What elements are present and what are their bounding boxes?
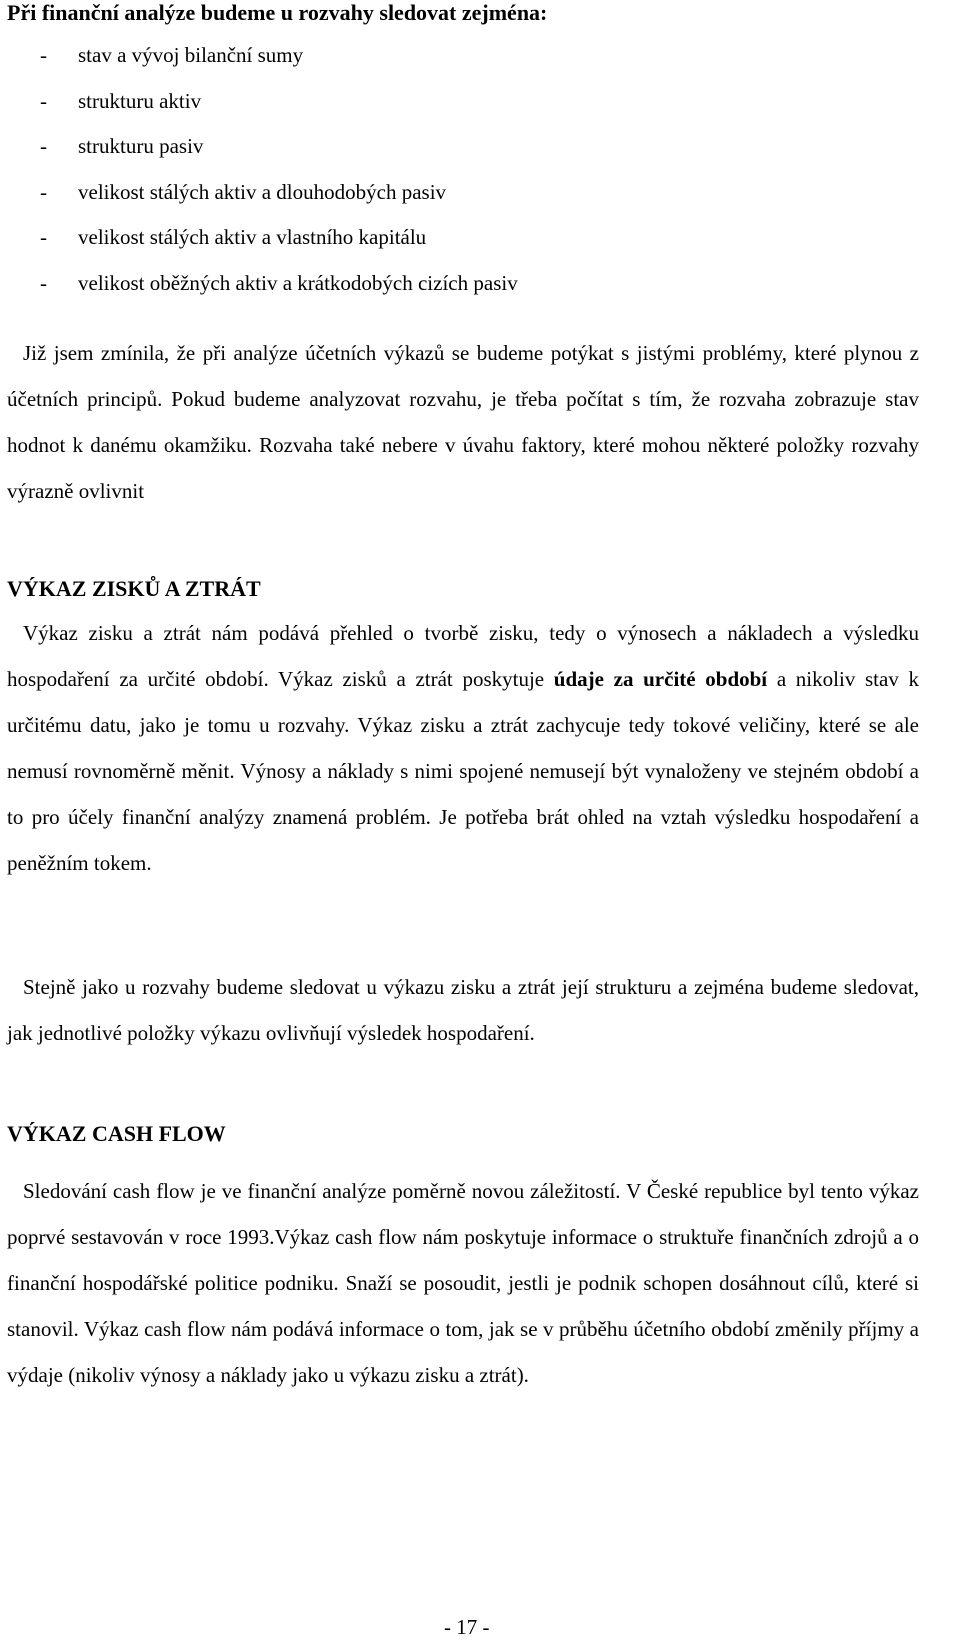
balance-sheet-limitations-paragraph: Již jsem zmínila, že při analýze účetních výkazů se budeme potýkat s jistými problémy, které plynou z účetních principů. Pokud budeme analyzovat rozvahu, je třeba počítat s tím, že rozvaha zobrazuje stav hodnot k danému okamžiku. Rozvaha také nebere v úvahu faktory, které mohou některé položky rozvahy výrazně ovlivnit xyxy=(7,341,919,503)
list-marker: - xyxy=(40,225,47,249)
list-item xyxy=(7,224,518,270)
list-marker: - xyxy=(40,88,47,113)
list-item xyxy=(7,88,518,134)
list-marker: - xyxy=(40,134,47,158)
income-statement-text-end: a nikoliv stav k určitému datu, jako je tomu u rozvahy. Výkaz zisku a ztrát zachycuje tedy tokové veličiny, které se ale nemusí rovnoměrně měnit. Výnosy a náklady s nimi spojené nemusejí být vynaloženy ve stejném období a to pro účely finanční analýzy znamená problém. Je potřeba brát ohled na vztah výsledku hospodaření a peněžním tokem. xyxy=(7,667,919,875)
list-item xyxy=(7,133,518,179)
section-heading-income-statement: VÝKAZ ZISKŮ A ZTRÁT xyxy=(7,576,261,601)
page-number: - 17 - xyxy=(444,1615,490,1639)
list-item xyxy=(7,270,518,316)
income-statement-emphasis: údaje za určité období xyxy=(553,667,768,691)
list-item xyxy=(7,179,518,225)
list-item-text: strukturu pasiv xyxy=(78,134,204,158)
list-item xyxy=(7,42,518,88)
list-item-text: stav a vývoj bilanční sumy xyxy=(78,43,304,67)
section-heading-cash-flow: VÝKAZ CASH FLOW xyxy=(7,1121,226,1146)
income-statement-structure-paragraph: Stejně jako u rozvahy budeme sledovat u výkazu zisku a ztrát její strukturu a zejména budeme sledovat, jak jednotlivé položky výkazu ovlivňují výsledek hospodaření. xyxy=(7,975,919,1045)
list-marker: - xyxy=(40,179,47,204)
list-item-text: strukturu aktiv xyxy=(78,88,202,113)
list-item-text: velikost oběžných aktiv a krátkodobých cizích pasiv xyxy=(78,270,518,295)
balance-sheet-criteria-list xyxy=(7,42,518,315)
cash-flow-paragraph: Sledování cash flow je ve finanční analýze poměrně novou záležitostí. V České republice byl tento výkaz poprvé sestavován v roce 1993.Výkaz cash flow nám poskytuje informace o struktuře finančních zdrojů a o finanční hospodářské politice podniku. Snaží se posoudit, jestli je podnik schopen dosáhnout cílů, které si stanovil. Výkaz cash flow nám podává informace o tom, jak se v průběhu účetního období změnily příjmy a výdaje (nikoliv výnosy a náklady jako u výkazu zisku a ztrát). xyxy=(7,1179,919,1387)
list-item-text: velikost stálých aktiv a vlastního kapitálu xyxy=(78,225,427,249)
list-marker: - xyxy=(40,43,47,67)
intro-heading: Při finanční analýze budeme u rozvahy sledovat zejména: xyxy=(7,0,548,25)
income-statement-text-start: Výkaz zisku a ztrát nám podává přehled o tvorbě zisku, tedy o výnosech a nákladech a výsledku hospodaření za určité období. Výkaz zisků a ztrát poskytuje xyxy=(7,621,919,691)
income-statement-paragraph xyxy=(7,610,919,886)
list-item-text: velikost stálých aktiv a dlouhodobých pasiv xyxy=(78,179,447,204)
list-marker: - xyxy=(40,270,47,295)
